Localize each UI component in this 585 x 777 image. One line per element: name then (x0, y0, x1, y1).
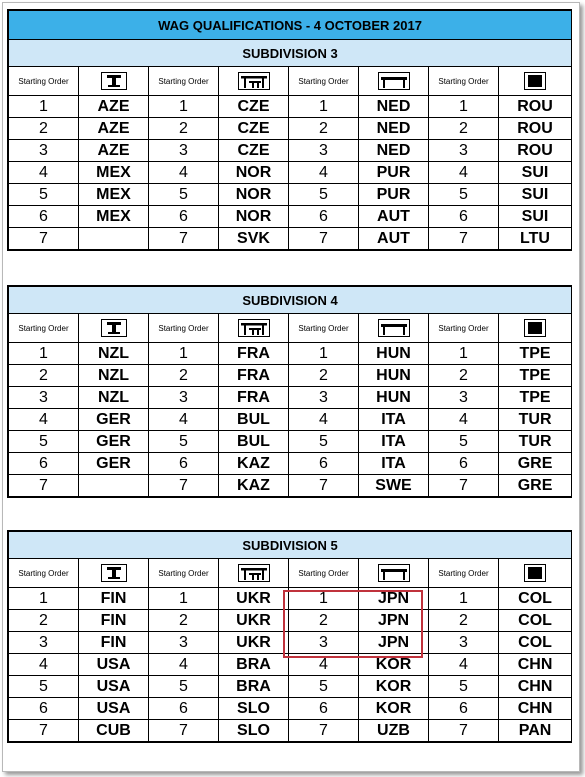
column-header-row (9, 67, 572, 96)
country-code-cell: TPE (499, 387, 572, 409)
starting-order-cell: 5 (9, 431, 79, 453)
country-code-cell: TPE (499, 365, 572, 387)
table-row (9, 118, 572, 140)
country-code-cell: USA (79, 698, 149, 720)
country-code-cell: UZB (359, 720, 429, 742)
country-code-cell: USA (79, 676, 149, 698)
starting-order-cell: 7 (429, 228, 499, 250)
table-row (9, 409, 572, 431)
country-code-cell: GER (79, 409, 149, 431)
country-code-cell: NED (359, 140, 429, 162)
starting-order-header: Starting Order (149, 314, 219, 343)
country-code-cell: ROU (499, 118, 572, 140)
vault-icon (79, 559, 149, 588)
country-code-cell: GRE (499, 453, 572, 475)
country-code-cell: SWE (359, 475, 429, 497)
country-code-cell: PAN (499, 720, 572, 742)
column-header-row (9, 314, 572, 343)
page-title: WAG QUALIFICATIONS - 4 OCTOBER 2017 (9, 11, 572, 40)
starting-order-cell: 4 (429, 162, 499, 184)
starting-order-cell: 4 (9, 409, 79, 431)
starting-order-cell: 6 (289, 206, 359, 228)
country-code-cell: KOR (359, 654, 429, 676)
starting-order-cell: 5 (9, 676, 79, 698)
country-code-cell: AZE (79, 118, 149, 140)
starting-order-cell: 4 (289, 654, 359, 676)
country-code-cell: LTU (499, 228, 572, 250)
table-row (9, 343, 572, 365)
subdivision-5-table (7, 530, 572, 743)
country-code-cell: PUR (359, 162, 429, 184)
country-code-cell: JPN (359, 610, 429, 632)
starting-order-cell: 3 (149, 632, 219, 654)
starting-order-cell: 1 (149, 96, 219, 118)
table-row (9, 698, 572, 720)
vault-icon (79, 67, 149, 96)
country-code-cell: GRE (499, 475, 572, 497)
starting-order-header: Starting Order (429, 314, 499, 343)
country-code-cell: SUI (499, 162, 572, 184)
country-code-cell: KOR (359, 698, 429, 720)
country-code-cell: BUL (219, 431, 289, 453)
country-code-cell: FIN (79, 632, 149, 654)
starting-order-cell: 7 (289, 228, 359, 250)
starting-order-cell: 2 (289, 118, 359, 140)
table-row (9, 206, 572, 228)
starting-order-cell: 7 (9, 228, 79, 250)
uneven-bars-icon (219, 559, 289, 588)
country-code-cell: GER (79, 453, 149, 475)
country-code-cell: CHN (499, 676, 572, 698)
starting-order-cell: 1 (149, 343, 219, 365)
starting-order-cell: 6 (289, 453, 359, 475)
starting-order-cell: 2 (149, 118, 219, 140)
country-code-cell: CZE (219, 96, 289, 118)
country-code-cell: AZE (79, 96, 149, 118)
starting-order-cell: 4 (149, 409, 219, 431)
country-code-cell: MEX (79, 184, 149, 206)
country-code-cell: TPE (499, 343, 572, 365)
country-code-cell: NOR (219, 206, 289, 228)
subdivision-title: SUBDIVISION 5 (9, 532, 572, 559)
starting-order-cell: 3 (9, 632, 79, 654)
country-code-cell: SLO (219, 720, 289, 742)
starting-order-cell: 2 (429, 610, 499, 632)
table-row (9, 654, 572, 676)
column-header-row (9, 559, 572, 588)
starting-order-cell: 4 (289, 162, 359, 184)
starting-order-cell: 5 (429, 676, 499, 698)
table-row (9, 431, 572, 453)
country-code-cell: COL (499, 610, 572, 632)
country-code-cell: FRA (219, 387, 289, 409)
country-code-cell: BRA (219, 676, 289, 698)
starting-order-cell: 2 (289, 365, 359, 387)
starting-order-cell: 7 (289, 720, 359, 742)
country-code-cell: COL (499, 588, 572, 610)
starting-order-cell: 2 (9, 610, 79, 632)
country-code-cell: AUT (359, 206, 429, 228)
country-code-cell: UKR (219, 632, 289, 654)
table-row (9, 184, 572, 206)
starting-order-cell: 2 (9, 118, 79, 140)
starting-order-cell: 5 (149, 676, 219, 698)
starting-order-cell: 7 (9, 475, 79, 497)
starting-order-header: Starting Order (149, 559, 219, 588)
country-code-cell: KAZ (219, 453, 289, 475)
country-code-cell: ITA (359, 453, 429, 475)
country-code-cell: ITA (359, 409, 429, 431)
country-code-cell: BRA (219, 654, 289, 676)
starting-order-cell: 3 (289, 387, 359, 409)
country-code-cell (79, 228, 149, 250)
starting-order-cell: 6 (9, 453, 79, 475)
table-row (9, 632, 572, 654)
country-code-cell: TUR (499, 431, 572, 453)
starting-order-cell: 5 (289, 431, 359, 453)
starting-order-cell: 1 (429, 343, 499, 365)
country-code-cell (79, 475, 149, 497)
country-code-cell: CHN (499, 698, 572, 720)
starting-order-cell: 4 (149, 162, 219, 184)
table-row (9, 588, 572, 610)
country-code-cell: MEX (79, 162, 149, 184)
uneven-bars-icon (219, 67, 289, 96)
starting-order-cell: 7 (289, 475, 359, 497)
starting-order-cell: 6 (289, 698, 359, 720)
starting-order-cell: 5 (149, 431, 219, 453)
uneven-bars-icon (219, 314, 289, 343)
country-code-cell: ROU (499, 96, 572, 118)
starting-order-cell: 2 (289, 610, 359, 632)
country-code-cell: NZL (79, 387, 149, 409)
country-code-cell: USA (79, 654, 149, 676)
country-code-cell: NZL (79, 343, 149, 365)
country-code-cell: SUI (499, 206, 572, 228)
starting-order-header: Starting Order (9, 559, 79, 588)
country-code-cell: SUI (499, 184, 572, 206)
table-row (9, 387, 572, 409)
starting-order-cell: 3 (289, 140, 359, 162)
starting-order-cell: 1 (9, 343, 79, 365)
starting-order-cell: 1 (429, 96, 499, 118)
starting-order-header: Starting Order (9, 67, 79, 96)
starting-order-cell: 1 (429, 588, 499, 610)
subdivision-4-table (7, 285, 572, 498)
starting-order-cell: 7 (429, 475, 499, 497)
starting-order-cell: 3 (429, 140, 499, 162)
starting-order-cell: 3 (429, 632, 499, 654)
starting-order-cell: 6 (9, 206, 79, 228)
country-code-cell: FRA (219, 365, 289, 387)
balance-beam-icon (359, 67, 429, 96)
country-code-cell: ROU (499, 140, 572, 162)
starting-order-cell: 2 (149, 365, 219, 387)
floor-icon (499, 559, 572, 588)
country-code-cell: CHN (499, 654, 572, 676)
country-code-cell: HUN (359, 365, 429, 387)
country-code-cell: AZE (79, 140, 149, 162)
starting-order-cell: 5 (9, 184, 79, 206)
country-code-cell: UKR (219, 588, 289, 610)
starting-order-cell: 3 (149, 387, 219, 409)
starting-order-cell: 3 (9, 140, 79, 162)
table-row (9, 228, 572, 250)
starting-order-cell: 4 (9, 162, 79, 184)
starting-order-cell: 3 (429, 387, 499, 409)
starting-order-header: Starting Order (429, 559, 499, 588)
table-row (9, 720, 572, 742)
country-code-cell: PUR (359, 184, 429, 206)
starting-order-cell: 6 (149, 453, 219, 475)
starting-order-cell: 7 (149, 475, 219, 497)
starting-order-cell: 6 (149, 698, 219, 720)
starting-order-cell: 2 (9, 365, 79, 387)
schedule-page (2, 2, 580, 772)
starting-order-cell: 1 (289, 96, 359, 118)
country-code-cell: NOR (219, 184, 289, 206)
balance-beam-icon (359, 559, 429, 588)
starting-order-cell: 6 (9, 698, 79, 720)
table-row (9, 365, 572, 387)
starting-order-header: Starting Order (9, 314, 79, 343)
country-code-cell: JPN (359, 588, 429, 610)
subdivision-title: SUBDIVISION 4 (9, 287, 572, 314)
country-code-cell: NED (359, 96, 429, 118)
country-code-cell: FRA (219, 343, 289, 365)
country-code-cell: CZE (219, 140, 289, 162)
subdivision-title: SUBDIVISION 3 (9, 40, 572, 67)
country-code-cell: NOR (219, 162, 289, 184)
starting-order-cell: 2 (429, 365, 499, 387)
country-code-cell: HUN (359, 343, 429, 365)
country-code-cell: CZE (219, 118, 289, 140)
starting-order-cell: 6 (429, 453, 499, 475)
starting-order-header: Starting Order (289, 314, 359, 343)
starting-order-cell: 4 (9, 654, 79, 676)
country-code-cell: MEX (79, 206, 149, 228)
table-row (9, 140, 572, 162)
starting-order-cell: 7 (149, 228, 219, 250)
vault-icon (79, 314, 149, 343)
starting-order-cell: 4 (149, 654, 219, 676)
starting-order-cell: 1 (9, 96, 79, 118)
starting-order-cell: 1 (9, 588, 79, 610)
country-code-cell: KOR (359, 676, 429, 698)
starting-order-cell: 4 (429, 654, 499, 676)
starting-order-cell: 6 (429, 698, 499, 720)
table-row (9, 610, 572, 632)
starting-order-cell: 3 (289, 632, 359, 654)
starting-order-header: Starting Order (289, 67, 359, 96)
subdivision-3-table (7, 9, 572, 251)
country-code-cell: NZL (79, 365, 149, 387)
starting-order-cell: 3 (9, 387, 79, 409)
country-code-cell: JPN (359, 632, 429, 654)
table-row (9, 96, 572, 118)
starting-order-cell: 5 (289, 184, 359, 206)
starting-order-cell: 7 (9, 720, 79, 742)
starting-order-cell: 5 (289, 676, 359, 698)
starting-order-cell: 6 (429, 206, 499, 228)
starting-order-cell: 5 (429, 431, 499, 453)
floor-icon (499, 67, 572, 96)
country-code-cell: NED (359, 118, 429, 140)
starting-order-cell: 1 (289, 588, 359, 610)
starting-order-header: Starting Order (429, 67, 499, 96)
starting-order-cell: 4 (289, 409, 359, 431)
starting-order-cell: 1 (289, 343, 359, 365)
starting-order-cell: 2 (429, 118, 499, 140)
starting-order-cell: 6 (149, 206, 219, 228)
balance-beam-icon (359, 314, 429, 343)
country-code-cell: HUN (359, 387, 429, 409)
starting-order-cell: 3 (149, 140, 219, 162)
country-code-cell: TUR (499, 409, 572, 431)
starting-order-cell: 2 (149, 610, 219, 632)
country-code-cell: SVK (219, 228, 289, 250)
starting-order-cell: 5 (149, 184, 219, 206)
starting-order-cell: 4 (429, 409, 499, 431)
starting-order-header: Starting Order (289, 559, 359, 588)
table-row (9, 475, 572, 497)
starting-order-cell: 7 (149, 720, 219, 742)
country-code-cell: COL (499, 632, 572, 654)
table-row (9, 453, 572, 475)
country-code-cell: UKR (219, 610, 289, 632)
country-code-cell: AUT (359, 228, 429, 250)
starting-order-cell: 7 (429, 720, 499, 742)
starting-order-cell: 5 (429, 184, 499, 206)
country-code-cell: CUB (79, 720, 149, 742)
floor-icon (499, 314, 572, 343)
country-code-cell: GER (79, 431, 149, 453)
country-code-cell: KAZ (219, 475, 289, 497)
table-row (9, 676, 572, 698)
table-row (9, 162, 572, 184)
country-code-cell: FIN (79, 610, 149, 632)
starting-order-cell: 1 (149, 588, 219, 610)
country-code-cell: SLO (219, 698, 289, 720)
starting-order-header: Starting Order (149, 67, 219, 96)
country-code-cell: BUL (219, 409, 289, 431)
country-code-cell: ITA (359, 431, 429, 453)
country-code-cell: FIN (79, 588, 149, 610)
